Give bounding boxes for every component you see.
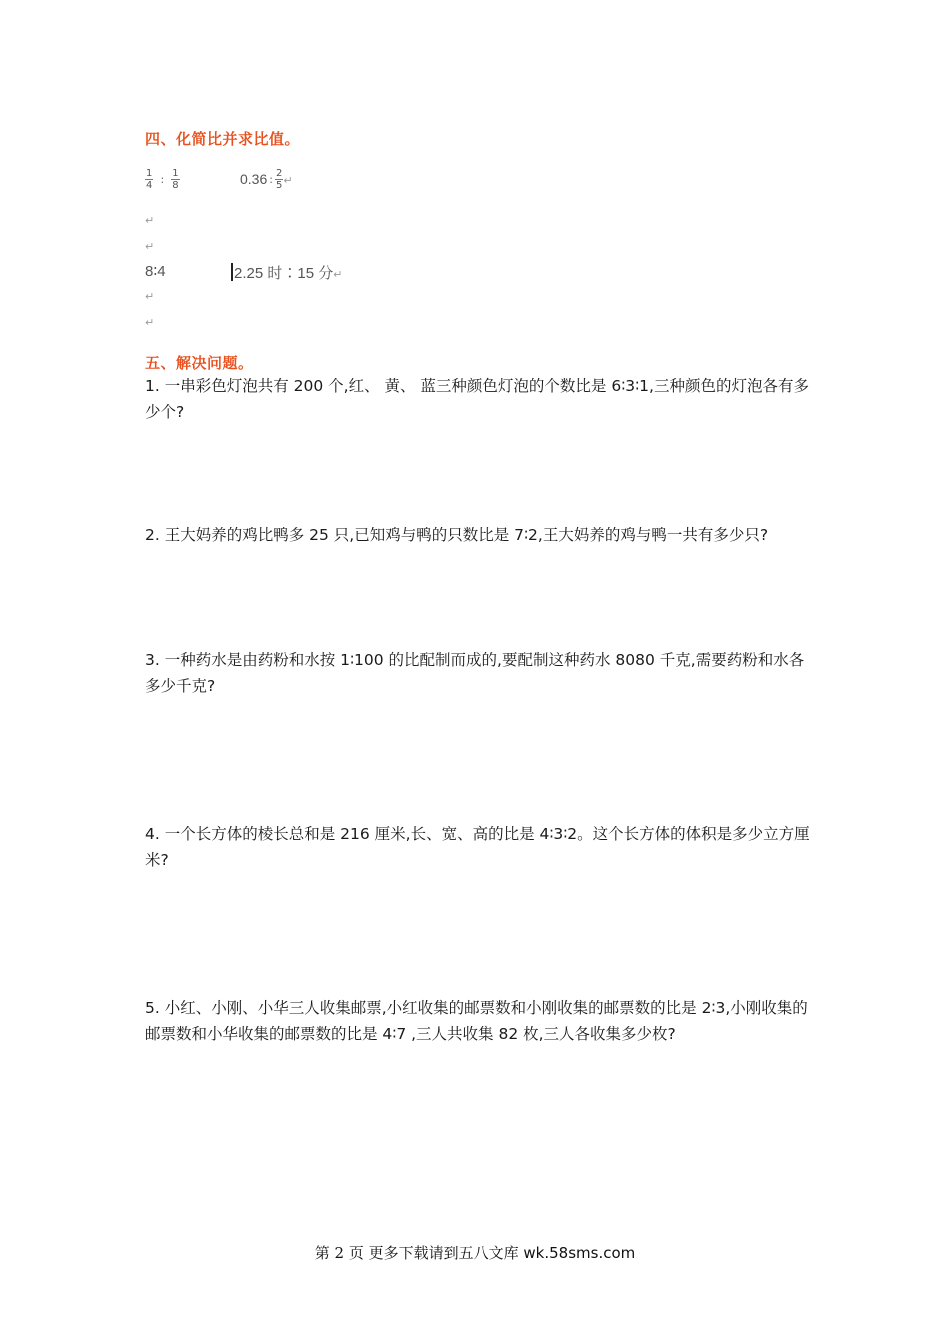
ratio-expression-3: 8∶4 [145,263,166,280]
ratio-expression-2: 0.36 : $\frac{2}{5}$ ↵ [240,168,293,191]
problem-2: 2. 王大妈养的鸡比鸭多 25 只,已知鸡与鸭的只数比是 7∶2,王大妈养的鸡与鸭一共有多少只? [145,526,769,544]
footer-site-link[interactable]: wk.58sms.com [523,1244,636,1262]
section-5-heading: 五、解决问题。 [145,354,254,372]
fraction-a: $\frac{1}{4}$ [146,168,153,191]
fraction-b: $\frac{1}{8}$ [172,168,179,191]
ratio-expression-4: 2.25 时∶15 分↵ [231,262,342,283]
footer-page-text: 第 2 页 更多下载请到五八文库 [314,1244,519,1262]
text-cursor [231,263,233,281]
fraction-c: $\frac{2}{5}$ [275,168,283,191]
page-footer [0,1242,950,1263]
problem-4: 4. 一个长方体的棱长总和是 216 厘米,长、宽、高的比是 4∶3∶2。这个长方体的体积是多少立方厘米? [145,825,810,869]
section-4-heading: 四、化简比并求比值。 [145,130,301,148]
paragraph-mark: ↵ [145,290,155,303]
paragraph-mark: ↵ [145,316,155,329]
problem-3: 3. 一种药水是由药粉和水按 1∶100 的比配制而成的,要配制这种药水 8080 千克,需要药粉和水各多少千克? [145,651,805,695]
ratio-expression-1: $\frac{1}{4}$ : $\frac{1}{8}$ [146,168,179,191]
paragraph-mark: ↵ [145,214,155,227]
problem-5: 5. 小红、小刚、小华三人收集邮票,小红收集的邮票数和小刚收集的邮票数的比是 2∶3,小刚收集的邮票数和小华收集的邮票数的比是 4∶7 ,三人共收集 82 枚,三人各收集多少枚? [145,999,808,1043]
paragraph-mark: ↵ [145,240,155,253]
problem-1: 1. 一串彩色灯泡共有 200 个,红、 黄、 蓝三种颜色灯泡的个数比是 6∶3∶1,三种颜色的灯泡各有多少个? [145,377,809,421]
